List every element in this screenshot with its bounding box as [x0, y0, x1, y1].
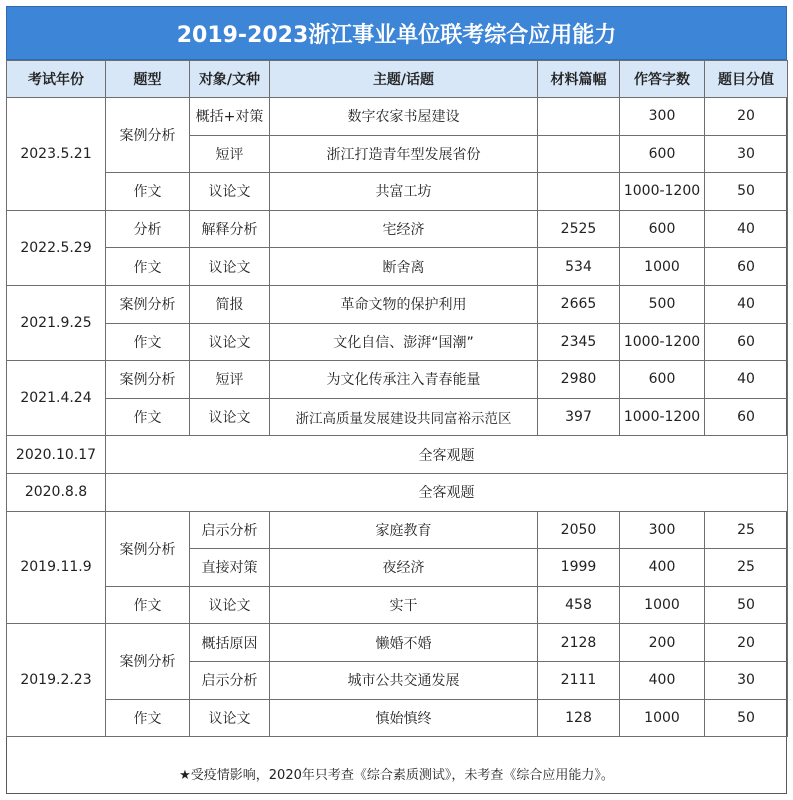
topic-cell: 家庭教育 — [270, 511, 538, 549]
score-cell: 30 — [705, 135, 788, 173]
topic-cell: 实干 — [270, 586, 538, 624]
topic-cell: 慎始慎终 — [270, 699, 538, 737]
topic-cell: 浙江高质量发展建设共同富裕示范区 — [270, 398, 538, 436]
length-cell: 2345 — [538, 323, 620, 361]
type-cell: 作文 — [106, 398, 190, 436]
length-cell: 2525 — [538, 210, 620, 248]
type-cell: 作文 — [106, 699, 190, 737]
header-type: 题型 — [106, 61, 190, 98]
header-length: 材料篇幅 — [538, 61, 620, 98]
words-cell: 300 — [620, 98, 705, 136]
score-cell: 30 — [705, 661, 788, 699]
genre-cell: 短评 — [190, 135, 270, 173]
score-cell: 60 — [705, 323, 788, 361]
words-cell: 1000 — [620, 248, 705, 286]
words-cell: 600 — [620, 210, 705, 248]
table-row — [7, 586, 788, 624]
length-cell: 128 — [538, 699, 620, 737]
words-cell: 500 — [620, 285, 705, 323]
length-cell: 2111 — [538, 661, 620, 699]
score-cell: 50 — [705, 699, 788, 737]
exam-table — [6, 60, 788, 737]
length-cell: 2665 — [538, 285, 620, 323]
length-cell: 1999 — [538, 549, 620, 587]
length-cell: 2050 — [538, 511, 620, 549]
topic-cell: 懒婚不婚 — [270, 624, 538, 662]
table-row — [7, 511, 788, 549]
table-row — [7, 624, 788, 662]
merged-cell: 全客观题 — [106, 473, 788, 511]
type-cell: 分析 — [106, 210, 190, 248]
type-cell: 案例分析 — [106, 624, 190, 699]
genre-cell: 议论文 — [190, 173, 270, 211]
type-cell: 案例分析 — [106, 98, 190, 173]
year-cell: 2019.2.23 — [7, 624, 106, 737]
topic-cell: 夜经济 — [270, 549, 538, 587]
year-cell: 2021.9.25 — [7, 285, 106, 360]
words-cell: 1000-1200 — [620, 323, 705, 361]
genre-cell: 议论文 — [190, 586, 270, 624]
words-cell: 1000 — [620, 586, 705, 624]
topic-cell: 断舍离 — [270, 248, 538, 286]
score-cell: 60 — [705, 398, 788, 436]
table-row — [7, 210, 788, 248]
merged-cell: 全客观题 — [106, 436, 788, 474]
table-row — [7, 699, 788, 737]
length-cell — [538, 98, 620, 136]
genre-cell: 直接对策 — [190, 549, 270, 587]
header-year: 考试年份 — [7, 61, 106, 98]
type-cell: 作文 — [106, 248, 190, 286]
year-cell: 2023.5.21 — [7, 98, 106, 211]
year-cell: 2022.5.29 — [7, 210, 106, 285]
words-cell: 300 — [620, 511, 705, 549]
table-row — [7, 436, 788, 474]
year-cell: 2019.11.9 — [7, 511, 106, 624]
length-cell: 2128 — [538, 624, 620, 662]
score-cell: 25 — [705, 511, 788, 549]
score-cell: 40 — [705, 210, 788, 248]
page-title: 2019-2023浙江事业单位联考综合应用能力 — [6, 6, 787, 60]
genre-cell: 议论文 — [190, 398, 270, 436]
words-cell: 1000 — [620, 699, 705, 737]
words-cell: 400 — [620, 549, 705, 587]
genre-cell: 议论文 — [190, 699, 270, 737]
length-cell: 397 — [538, 398, 620, 436]
table-row — [7, 398, 788, 436]
topic-cell: 城市公共交通发展 — [270, 661, 538, 699]
genre-cell: 议论文 — [190, 323, 270, 361]
length-cell: 458 — [538, 586, 620, 624]
genre-cell: 启示分析 — [190, 661, 270, 699]
score-cell: 20 — [705, 98, 788, 136]
type-cell: 案例分析 — [106, 361, 190, 399]
genre-cell: 概括+对策 — [190, 98, 270, 136]
header-row — [7, 61, 788, 98]
year-cell: 2020.8.8 — [7, 473, 106, 511]
topic-cell: 文化自信、澎湃“国潮” — [270, 323, 538, 361]
score-cell: 20 — [705, 624, 788, 662]
year-cell: 2020.10.17 — [7, 436, 106, 474]
words-cell: 1000-1200 — [620, 173, 705, 211]
footnote: ★受疫情影响，2020年只考查《综合素质测试》，未考查《综合应用能力》。 — [179, 768, 614, 783]
table-row — [7, 285, 788, 323]
type-cell: 作文 — [106, 173, 190, 211]
words-cell: 200 — [620, 624, 705, 662]
score-cell: 40 — [705, 361, 788, 399]
type-cell: 作文 — [106, 586, 190, 624]
genre-cell: 简报 — [190, 285, 270, 323]
table-row — [7, 98, 788, 136]
words-cell: 400 — [620, 661, 705, 699]
length-cell — [538, 173, 620, 211]
header-topic: 主题/话题 — [270, 61, 538, 98]
words-cell: 600 — [620, 361, 705, 399]
score-cell: 50 — [705, 173, 788, 211]
type-cell: 案例分析 — [106, 511, 190, 586]
table-row — [7, 248, 788, 286]
length-cell — [538, 135, 620, 173]
header-genre: 对象/文种 — [190, 61, 270, 98]
genre-cell: 概括原因 — [190, 624, 270, 662]
table-row — [7, 473, 788, 511]
length-cell: 534 — [538, 248, 620, 286]
header-words: 作答字数 — [620, 61, 705, 98]
topic-cell: 浙江打造青年型发展省份 — [270, 135, 538, 173]
type-cell: 案例分析 — [106, 285, 190, 323]
genre-cell: 短评 — [190, 361, 270, 399]
table-row — [7, 361, 788, 399]
topic-cell: 共富工坊 — [270, 173, 538, 211]
genre-cell: 议论文 — [190, 248, 270, 286]
topic-cell: 革命文物的保护利用 — [270, 285, 538, 323]
year-cell: 2021.4.24 — [7, 361, 106, 436]
score-cell: 60 — [705, 248, 788, 286]
genre-cell: 解释分析 — [190, 210, 270, 248]
table-row — [7, 323, 788, 361]
length-cell: 2980 — [538, 361, 620, 399]
topic-cell: 数字农家书屋建设 — [270, 98, 538, 136]
header-score: 题目分值 — [705, 61, 788, 98]
score-cell: 50 — [705, 586, 788, 624]
genre-cell: 启示分析 — [190, 511, 270, 549]
score-cell: 40 — [705, 285, 788, 323]
topic-cell: 宅经济 — [270, 210, 538, 248]
words-cell: 600 — [620, 135, 705, 173]
table-row — [7, 173, 788, 211]
topic-cell: 为文化传承注入青春能量 — [270, 361, 538, 399]
score-cell: 25 — [705, 549, 788, 587]
type-cell: 作文 — [106, 323, 190, 361]
words-cell: 1000-1200 — [620, 398, 705, 436]
